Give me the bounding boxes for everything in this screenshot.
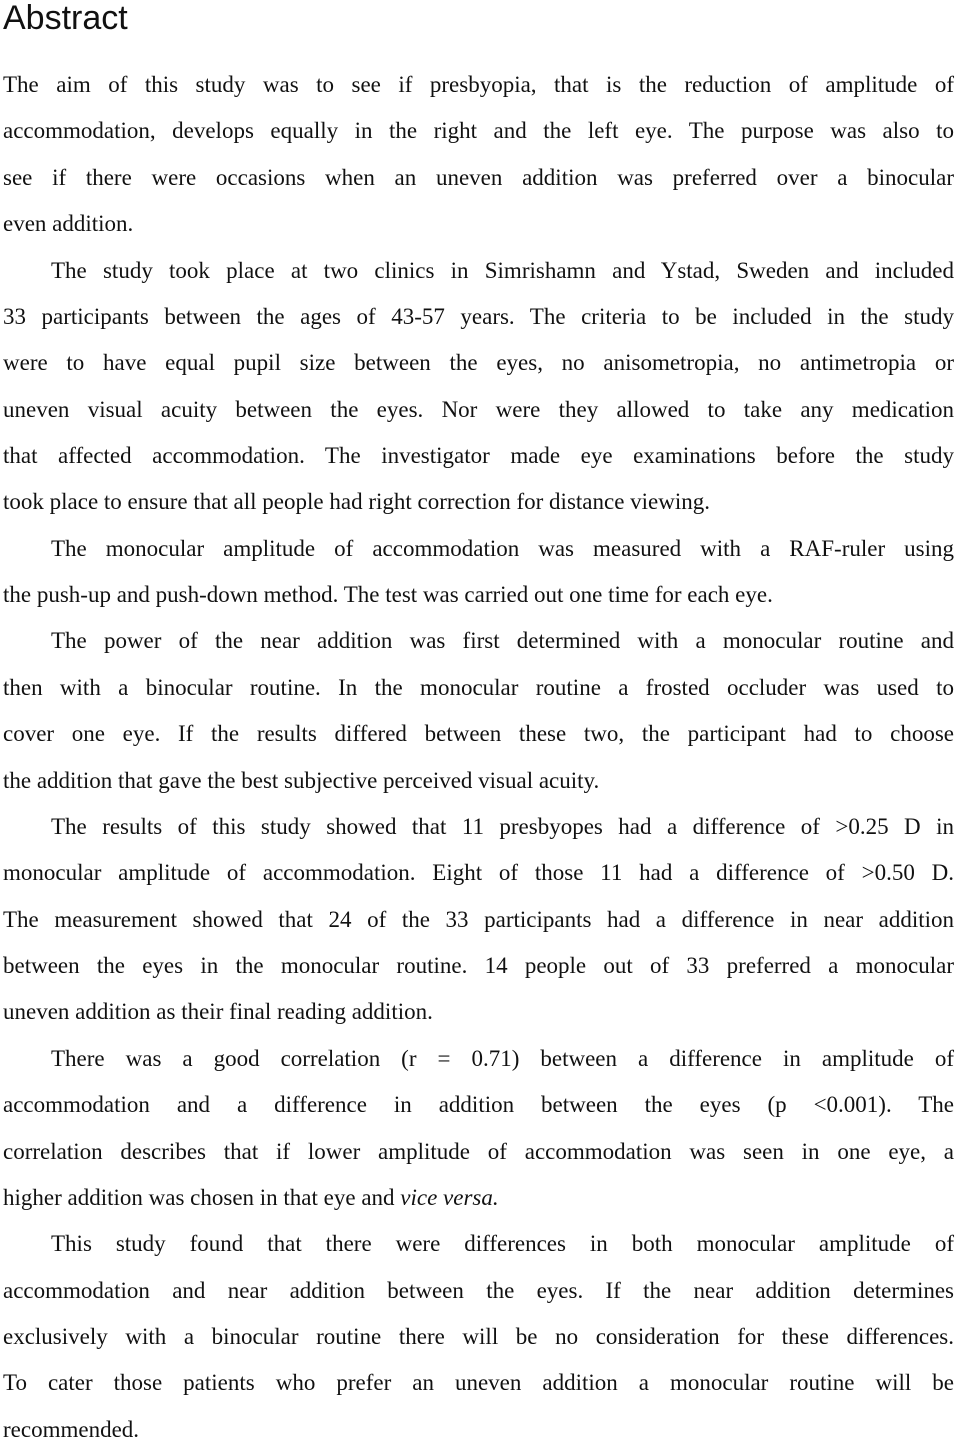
text-line (51, 1227, 954, 1261)
text-line (51, 624, 954, 658)
text-line-content: The aim of this study was to see if presbyopia, that is the reduction of amplitude of (3, 72, 954, 97)
text-line (3, 207, 954, 241)
text-line (3, 1320, 954, 1354)
text-line-content: This study found that there were differences in both monocular amplitude of (51, 1231, 954, 1257)
text-line (3, 346, 954, 380)
text-line-content: There was a good correlation (r = 0.71) between a difference in amplitude of (51, 1045, 954, 1071)
text-line-content: To cater those patients who prefer an uneven addition a monocular routine will be (3, 1370, 954, 1396)
text-line (3, 1274, 954, 1308)
text-line (3, 393, 954, 427)
text-line (3, 995, 954, 1029)
text-line-content: even addition. (3, 211, 134, 237)
text-line-content: higher addition was chosen in that eye and (3, 1184, 401, 1210)
text-line-content: took place to ensure that all people had right correction for distance viewing. (3, 489, 711, 515)
section-heading: Abstract (3, 0, 128, 37)
text-line-content: then with a binocular routine. In the monocular routine a frosted occluder was used to (3, 674, 954, 700)
text-line-content: the addition that gave the best subjective perceived visual acuity. (3, 767, 600, 793)
text-line-content: between the eyes in the monocular routine. 14 people out of 33 preferred a monocular (3, 953, 954, 978)
text-line-content: the push-up and push-down method. The test was carried out one time for each eye. (3, 582, 773, 608)
text-line-content: The monocular amplitude of accommodation was measured with a RAF-ruler using (51, 535, 954, 561)
text-line (3, 68, 954, 102)
text-line-content: recommended. (3, 1416, 140, 1442)
text-line-content: were to have equal pupil size between the eyes, no anisometropia, no antimetropia or (3, 350, 954, 376)
text-line (3, 1088, 954, 1122)
text-line-content: accommodation and a difference in addition between the eyes (p <0.001). The (3, 1092, 954, 1118)
text-line-content: see if there were occasions when an uneven addition was preferred over a binocular (3, 164, 954, 190)
text-line-content: monocular amplitude of accommodation. Eight of those 11 had a difference of >0.50 D. (3, 860, 954, 886)
text-line-content: cover one eye. If the results differed between these two, the participant had to choose (3, 721, 954, 747)
text-line (3, 903, 954, 937)
text-line (3, 161, 954, 195)
text-line-content: The power of the near addition was first determined with a monocular routine and (51, 628, 954, 654)
text-line (3, 949, 954, 983)
text-line (3, 856, 954, 890)
text-line-content: 33 participants between the ages of 43-57 years. The criteria to be included in the study (3, 303, 954, 329)
text-line-content: uneven addition as their final reading addition. (3, 999, 433, 1025)
text-line (51, 810, 954, 844)
text-line (3, 300, 954, 334)
text-line (3, 114, 954, 148)
text-line (3, 1181, 954, 1215)
text-line (51, 532, 954, 566)
text-line-content: uneven visual acuity between the eyes. Nor were they allowed to take any medication (3, 396, 954, 422)
text-line-content: The study took place at two clinics in Simrishamn and Ystad, Sweden and included (51, 257, 954, 283)
text-line (3, 1135, 954, 1169)
text-line (51, 254, 954, 288)
text-line-content: The results of this study showed that 11 presbyopes had a difference of >0.25 D in (51, 813, 954, 839)
text-line (3, 671, 954, 705)
text-line (3, 439, 954, 473)
text-line-content: accommodation and near addition between the eyes. If the near addition determines (3, 1277, 954, 1303)
text-line (51, 1042, 954, 1076)
text-line-content: that affected accommodation. The investigator made eye examinations before the study (3, 443, 954, 468)
text-line (3, 764, 954, 798)
text-line (3, 1366, 954, 1400)
text-line-content: The measurement showed that 24 of the 33 participants had a difference in near addition (3, 906, 954, 932)
italic-phrase: vice versa. (400, 1184, 499, 1210)
text-line (3, 578, 954, 612)
text-line-content: accommodation, develops equally in the right and the left eye. The purpose was also to (3, 118, 954, 144)
text-line (3, 717, 954, 751)
text-line-content: correlation describes that if lower amplitude of accommodation was seen in one eye, a (3, 1138, 954, 1164)
text-line (3, 485, 954, 519)
text-line-content: exclusively with a binocular routine there will be no consideration for these differences. (3, 1324, 954, 1349)
